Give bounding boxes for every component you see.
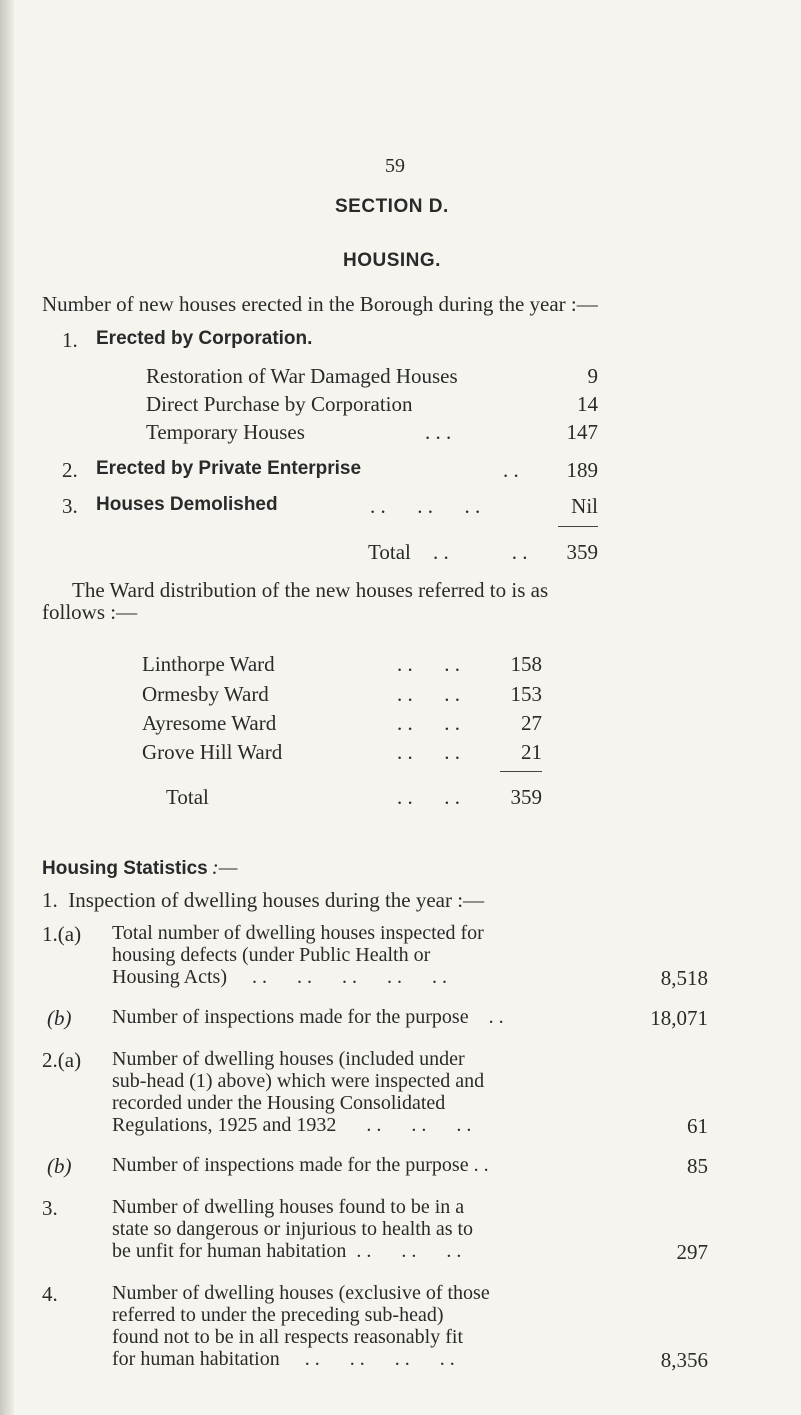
sub-item-value: 9 bbox=[587, 364, 598, 388]
stats-item-1: 1. Inspection of dwelling houses during the year :— bbox=[42, 888, 485, 912]
stats-row-number: (b) bbox=[47, 1006, 72, 1030]
total-label: Total bbox=[368, 540, 411, 564]
item-value: 189 bbox=[566, 458, 598, 482]
stats-row-text: Number of dwelling houses found to be in a state so dangerous or injurious to health as to be unfit for human habitation . . . . . . bbox=[112, 1196, 474, 1262]
sub-item-label: Temporary Houses bbox=[146, 420, 305, 444]
stats-heading: Housing Statistics bbox=[42, 858, 208, 879]
stats-row-text: Total number of dwelling houses inspected for housing defects (under Public Health or Housing Acts) . . . . . . . . . . bbox=[112, 922, 484, 988]
ward-intro-continued: follows :— bbox=[42, 600, 138, 624]
page-number: 59 bbox=[385, 155, 405, 177]
stats-row-number: 1.(a) bbox=[42, 922, 82, 946]
stats-row-text: Number of dwelling houses (exclusive of those referred to under the preceding sub-head) found not to be in all respects reasonably fit for human habitation . . . . . . . . bbox=[112, 1282, 490, 1370]
ward-label: Ayresome Ward bbox=[142, 711, 277, 735]
dot-leader: . . . . bbox=[433, 540, 528, 564]
stats-row-text: Number of dwelling houses (included under sub-head (1) above) which were inspected and recorded under the Housing Consolidated Regulations, 1925 and 1932 . . . . . . bbox=[112, 1048, 485, 1136]
ward-label: Grove Hill Ward bbox=[142, 740, 283, 764]
dot-leader: . . . bbox=[425, 420, 452, 444]
stats-row-number: 2.(a) bbox=[42, 1048, 82, 1072]
total-value: 359 bbox=[566, 540, 598, 564]
item-number: 1. bbox=[62, 328, 78, 352]
stats-row-text: Number of inspections made for the purpose . . bbox=[112, 1154, 489, 1176]
total-rule bbox=[558, 526, 598, 527]
dot-leader: . . bbox=[503, 458, 519, 482]
sub-item-value: 147 bbox=[566, 420, 598, 444]
ward-total-rule bbox=[500, 771, 542, 772]
sub-item-value: 14 bbox=[577, 392, 598, 416]
ward-value: 158 bbox=[510, 652, 542, 676]
ward-label: Linthorpe Ward bbox=[142, 652, 275, 676]
dot-leader: . . . . bbox=[397, 740, 460, 764]
stats-row-value: 297 bbox=[676, 1240, 708, 1264]
item-number: 2. bbox=[62, 458, 78, 482]
stats-row-number: 3. bbox=[42, 1196, 58, 1220]
dot-leader: . . . . . . bbox=[370, 494, 481, 518]
section-subtitle: HOUSING. bbox=[343, 250, 441, 271]
stats-heading-line bbox=[42, 855, 237, 880]
stats-row-value: 18,071 bbox=[650, 1006, 708, 1030]
stats-heading-suffix: :— bbox=[211, 855, 238, 879]
sub-item-label: Direct Purchase by Corporation bbox=[146, 392, 413, 416]
ward-intro: The Ward distribution of the new houses referred to is as bbox=[72, 578, 549, 602]
ward-label: Ormesby Ward bbox=[142, 682, 269, 706]
dot-leader: . . . . bbox=[397, 682, 460, 706]
stats-row-value: 8,518 bbox=[660, 966, 708, 990]
ward-value: 153 bbox=[510, 682, 542, 706]
sub-item-label: Restoration of War Damaged Houses bbox=[146, 364, 458, 388]
dot-leader: . . . . bbox=[397, 711, 460, 735]
ward-total-value: 359 bbox=[510, 785, 542, 809]
stats-row-text: Number of inspections made for the purpose . . bbox=[112, 1006, 504, 1028]
item-value: Nil bbox=[571, 494, 598, 518]
item-label: Erected by Private Enterprise bbox=[96, 458, 362, 479]
item-label: Erected by Corporation. bbox=[96, 328, 313, 349]
section-title: SECTION D. bbox=[335, 196, 449, 217]
dot-leader: . . . . bbox=[397, 785, 460, 809]
page-binding-edge bbox=[0, 0, 14, 1415]
stats-row-number: (b) bbox=[47, 1154, 72, 1178]
stats-row-value: 85 bbox=[687, 1154, 708, 1178]
dot-leader: . . . . bbox=[397, 652, 460, 676]
item-label: Houses Demolished bbox=[96, 494, 278, 515]
intro-text: Number of new houses erected in the Borough during the year :— bbox=[42, 292, 598, 316]
stats-row-value: 8,356 bbox=[660, 1348, 708, 1372]
ward-total-label: Total bbox=[166, 785, 209, 809]
stats-row-value: 61 bbox=[687, 1114, 708, 1138]
ward-value: 27 bbox=[521, 711, 542, 735]
stats-row-number: 4. bbox=[42, 1282, 58, 1306]
ward-value: 21 bbox=[521, 740, 542, 764]
item-number: 3. bbox=[62, 494, 78, 518]
